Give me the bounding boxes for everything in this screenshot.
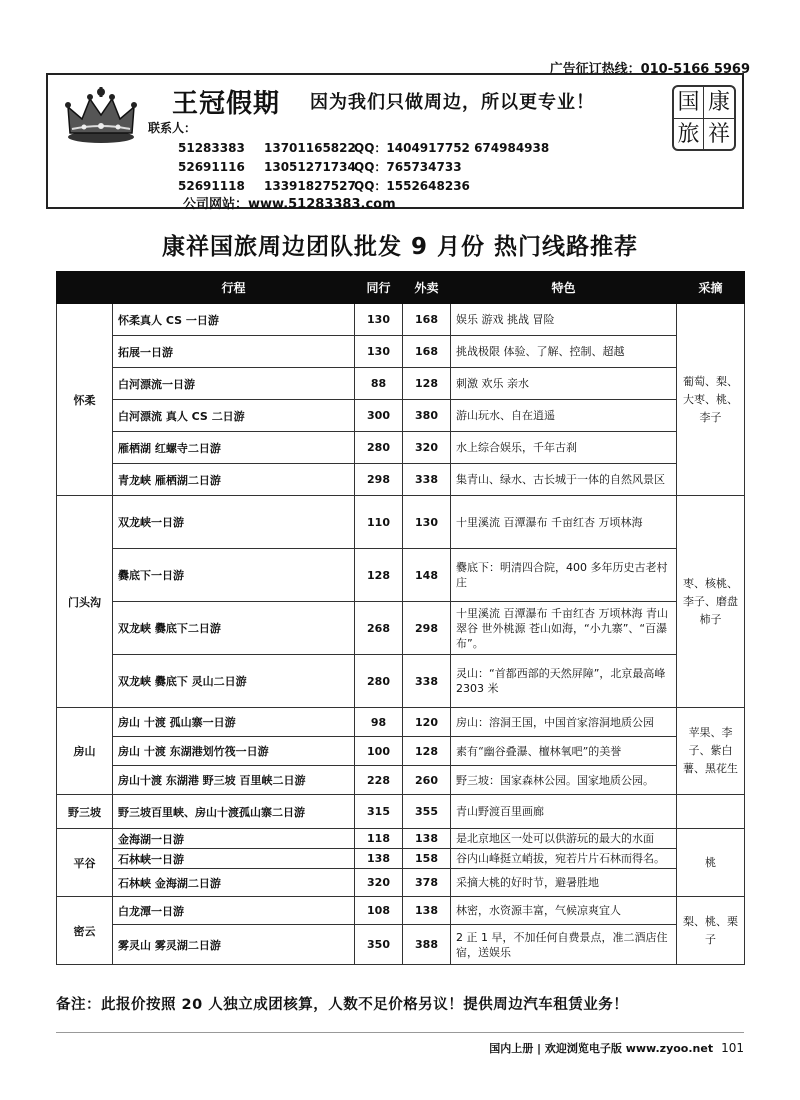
peer-price-cell: 118	[355, 829, 403, 849]
picking-cell: 梨、桃、栗子	[677, 897, 745, 965]
peer-price-cell: 300	[355, 400, 403, 432]
table-row	[57, 496, 745, 549]
area-cell: 房山	[57, 708, 113, 795]
ad-hotline: 广告征订热线：010-5166 5969	[549, 62, 750, 77]
peer-price-cell: 315	[355, 795, 403, 829]
qq-number: QQ：1404917752 674984938	[354, 141, 550, 155]
retail-price-cell: 378	[403, 869, 451, 897]
feature-cell: 十里溪流 百潭瀑布 千亩红杏 万顷林海 青山翠谷 世外桃源 苍山如海，“小九寨”、“百瀑布”。	[451, 602, 677, 655]
retail-price-cell: 128	[403, 737, 451, 766]
table-row	[57, 869, 745, 897]
route-cell: 野三坡百里峡、房山十渡孤山寨二日游	[113, 795, 355, 829]
contact-list	[178, 139, 549, 196]
crown-icon	[64, 85, 138, 145]
feature-cell: 素有“幽谷叠瀑、檀林氧吧”的美誉	[451, 737, 677, 766]
peer-price-cell: 228	[355, 766, 403, 795]
feature-cell: 野三坡：国家森林公园。国家地质公园。	[451, 766, 677, 795]
peer-price-cell: 350	[355, 925, 403, 965]
peer-price-cell: 128	[355, 549, 403, 602]
picking-cell: 枣、核桃、李子、磨盘柿子	[677, 496, 745, 708]
table-row	[57, 925, 745, 965]
peer-price-cell: 268	[355, 602, 403, 655]
feature-cell: 林密，水资源丰富，气候凉爽宜人	[451, 897, 677, 925]
route-cell: 金海湖一日游	[113, 829, 355, 849]
brand-name: 王冠假期	[172, 89, 281, 119]
route-table	[56, 271, 745, 965]
retail-price-cell: 138	[403, 897, 451, 925]
peer-price-cell: 130	[355, 336, 403, 368]
route-cell: 石林峡 金海湖二日游	[113, 869, 355, 897]
peer-price-cell: 98	[355, 708, 403, 737]
picking-cell: 桃	[677, 829, 745, 897]
feature-cell: 青山野渡百里画廊	[451, 795, 677, 829]
retail-price-cell: 158	[403, 849, 451, 869]
peer-price-cell: 280	[355, 655, 403, 708]
price-remark: 备注：此报价按照 20 人独立成团核算，人数不足价格另议！提供周边汽车租赁业务！	[56, 997, 629, 1013]
stamp-char: 祥	[707, 122, 730, 147]
phone-number: 52691116	[178, 160, 245, 174]
header-cell-spacer	[57, 272, 113, 304]
picking-cell: 葡萄、梨、大枣、桃、李子	[677, 304, 745, 496]
header-cell-feature: 特色	[451, 272, 677, 304]
mobile-number: 13391827527	[264, 179, 356, 193]
retail-price-cell: 260	[403, 766, 451, 795]
peer-price-cell: 320	[355, 869, 403, 897]
route-cell: 石林峡一日游	[113, 849, 355, 869]
table-row	[57, 737, 745, 766]
feature-cell: 灵山：“首都西部的天然屏障”，北京最高峰 2303 米	[451, 655, 677, 708]
route-cell: 青龙峡 雁栖湖二日游	[113, 464, 355, 496]
page-number: 101	[721, 1041, 744, 1055]
contact-row	[178, 139, 549, 158]
route-cell: 房山十渡 东湖港 野三坡 百里峡二日游	[113, 766, 355, 795]
feature-cell: 水上综合娱乐，千年古刹	[451, 432, 677, 464]
retail-price-cell: 138	[403, 829, 451, 849]
table-row	[57, 336, 745, 368]
retail-price-cell: 168	[403, 336, 451, 368]
table-row	[57, 655, 745, 708]
retail-price-cell: 320	[403, 432, 451, 464]
route-cell: 白龙潭一日游	[113, 897, 355, 925]
table-row	[57, 368, 745, 400]
table-row	[57, 400, 745, 432]
table-header-row	[57, 272, 745, 304]
retail-price-cell: 338	[403, 464, 451, 496]
feature-cell: 挑战极限 体验、了解、控制、超越	[451, 336, 677, 368]
peer-price-cell: 280	[355, 432, 403, 464]
peer-price-cell: 88	[355, 368, 403, 400]
table-row	[57, 795, 745, 829]
table-row	[57, 708, 745, 737]
feature-cell: 刺激 欢乐 亲水	[451, 368, 677, 400]
peer-price-cell: 110	[355, 496, 403, 549]
table-row	[57, 897, 745, 925]
area-cell: 怀柔	[57, 304, 113, 496]
route-cell: 怀柔真人 CS 一日游	[113, 304, 355, 336]
retail-price-cell: 380	[403, 400, 451, 432]
table-row	[57, 304, 745, 336]
page-footer	[489, 1040, 744, 1056]
feature-cell: 2 正 1 早，不加任何自费景点，准二酒店住宿，送娱乐	[451, 925, 677, 965]
table-row	[57, 849, 745, 869]
retail-price-cell: 338	[403, 655, 451, 708]
feature-cell: 谷内山峰挺立峭拔，宛若片片石林而得名。	[451, 849, 677, 869]
route-cell: 白河漂流一日游	[113, 368, 355, 400]
route-cell: 双龙峡 爨底下二日游	[113, 602, 355, 655]
footer-text: 国内上册 | 欢迎浏览电子版 www.zyoo.net	[489, 1042, 714, 1055]
contact-label: 联系人：	[148, 121, 197, 135]
header-cell-route: 行程	[113, 272, 355, 304]
peer-price-cell: 100	[355, 737, 403, 766]
qq-number: QQ：1552648236	[354, 179, 470, 193]
peer-price-cell: 130	[355, 304, 403, 336]
header-cell-picking: 采摘	[677, 272, 745, 304]
table-row	[57, 464, 745, 496]
retail-price-cell: 298	[403, 602, 451, 655]
stamp-char: 康	[704, 87, 734, 119]
page-title: 康祥国旅周边团队批发 9 月份 热门线路推荐	[161, 234, 639, 260]
area-cell: 野三坡	[57, 795, 113, 829]
phone-number: 51283383	[178, 141, 245, 155]
retail-price-cell: 148	[403, 549, 451, 602]
footer-divider	[56, 1032, 744, 1033]
mobile-number: 13701165822	[264, 141, 356, 155]
retail-price-cell: 355	[403, 795, 451, 829]
retail-price-cell: 388	[403, 925, 451, 965]
mobile-number: 13051271734	[264, 160, 356, 174]
area-cell: 平谷	[57, 829, 113, 897]
feature-cell: 十里溪流 百潭瀑布 千亩红杏 万顷林海	[451, 496, 677, 549]
feature-cell: 集青山、绿水、古长城于一体的自然风景区	[451, 464, 677, 496]
feature-cell: 房山：溶洞王国，中国首家溶洞地质公园	[451, 708, 677, 737]
qq-number: QQ：765734733	[354, 160, 462, 174]
stamp-char: 国	[674, 87, 704, 119]
retail-price-cell: 120	[403, 708, 451, 737]
brand-slogan: 因为我们只做周边，所以更专业！	[310, 92, 595, 113]
table-row	[57, 829, 745, 849]
table-row	[57, 766, 745, 795]
retail-price-cell: 128	[403, 368, 451, 400]
feature-cell: 游山玩水、自在逍遥	[451, 400, 677, 432]
feature-cell: 娱乐 游戏 挑战 冒险	[451, 304, 677, 336]
peer-price-cell: 108	[355, 897, 403, 925]
peer-price-cell: 298	[355, 464, 403, 496]
route-cell: 雾灵山 雾灵湖二日游	[113, 925, 355, 965]
picking-cell-empty	[677, 795, 745, 829]
route-cell: 拓展一日游	[113, 336, 355, 368]
header-cell-peer-price: 同行	[355, 272, 403, 304]
kangxiang-logo-stamp	[672, 85, 736, 151]
route-cell: 房山 十渡 孤山寨一日游	[113, 708, 355, 737]
header-cell-retail-price: 外卖	[403, 272, 451, 304]
route-cell: 双龙峡一日游	[113, 496, 355, 549]
contact-row	[178, 158, 549, 177]
retail-price-cell: 130	[403, 496, 451, 549]
stamp-char: 旅	[674, 119, 704, 150]
phone-number: 52691118	[178, 179, 245, 193]
picking-cell: 苹果、李子、紫白薯、黑花生	[677, 708, 745, 795]
feature-cell: 是北京地区一处可以供游玩的最大的水面	[451, 829, 677, 849]
route-cell: 雁栖湖 红螺寺二日游	[113, 432, 355, 464]
peer-price-cell: 138	[355, 849, 403, 869]
route-cell: 白河漂流 真人 CS 二日游	[113, 400, 355, 432]
table-row	[57, 432, 745, 464]
area-cell: 门头沟	[57, 496, 113, 708]
company-website: 公司网站：www.51283383.com	[183, 197, 396, 212]
table-row	[57, 549, 745, 602]
agency-header	[46, 73, 744, 212]
feature-cell: 采摘大桃的好时节，避暑胜地	[451, 869, 677, 897]
route-cell: 房山 十渡 东湖港划竹筏一日游	[113, 737, 355, 766]
retail-price-cell: 168	[403, 304, 451, 336]
feature-cell: 爨底下：明清四合院，400 多年历史古老村庄	[451, 549, 677, 602]
route-cell: 双龙峡 爨底下 灵山二日游	[113, 655, 355, 708]
table-row	[57, 602, 745, 655]
route-cell: 爨底下一日游	[113, 549, 355, 602]
area-cell: 密云	[57, 897, 113, 965]
